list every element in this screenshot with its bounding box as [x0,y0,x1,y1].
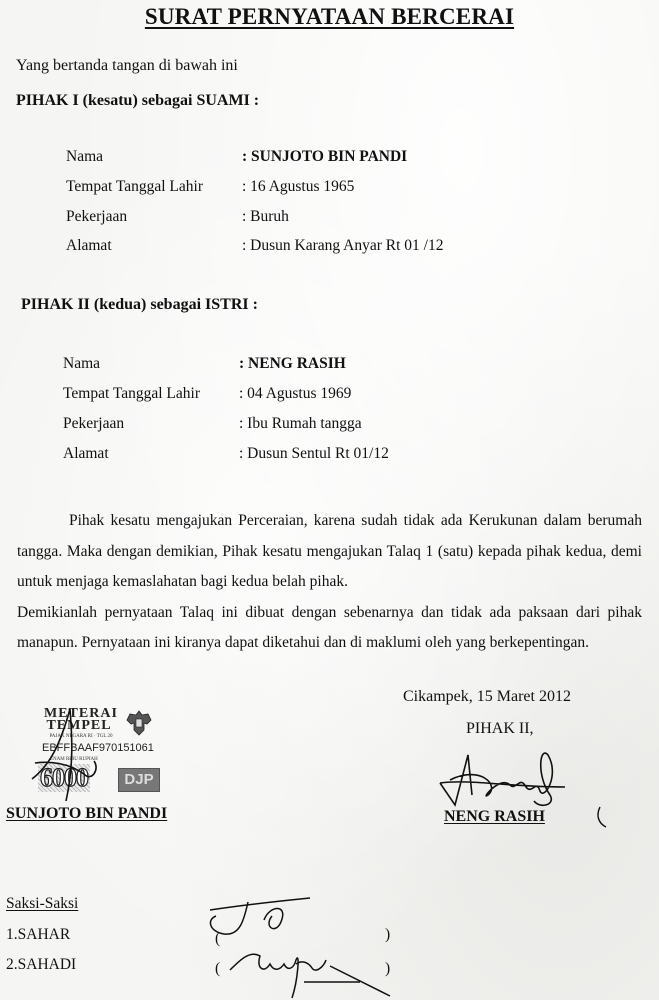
field-value: : 16 Agustus 1965 [242,178,355,195]
field-value: : Dusun Sentul Rt 01/12 [239,445,389,462]
stamp-value: 6000 [40,763,88,792]
witness-bracket-close: ) [385,960,391,977]
statement-body [17,506,642,659]
field-value: : Buruh [242,208,289,225]
party-two-sign-label: PIHAK II, [466,720,534,737]
witness-signatures-icon [200,890,420,1000]
field-value: : 04 Agustus 1969 [239,385,352,402]
field-label: Tempat Tanggal Lahir [63,385,200,402]
field-label: Pekerjaan [66,208,128,225]
witness-bracket-open: ( [215,960,221,977]
witness-name: 2.SAHADI [6,956,77,973]
witness-bracket-open: ( [215,930,221,947]
signature-party-one-icon [30,705,120,805]
stamp-small-text-2: ENAM RIBU RUPIAH [50,757,98,762]
garuda-emblem-icon [126,708,152,738]
witness-bracket-close: ) [385,926,391,943]
field-value: : Dusun Karang Anyar Rt 01 /12 [242,237,444,254]
stamp-small-text: PAJAK NEGARA RI · TGL 20 [49,734,113,739]
place-date: Cikampek, 15 Maret 2012 [403,688,571,705]
intro-text: Yang bertanda tangan di bawah ini [16,57,238,74]
field-label: Tempat Tanggal Lahir [66,178,203,195]
field-value: : NENG RASIH [239,355,346,372]
stamp-serial: EBFFBAAF970151061 [42,742,154,754]
stamp-title: METERAI TEMPEL [44,706,118,733]
witness-name: 1.SAHAR [6,926,71,943]
field-value: : Ibu Rumah tangga [239,415,362,432]
field-label: Pekerjaan [63,415,125,432]
party-one-heading: PIHAK I (kesatu) sebagai SUAMI : [16,92,260,109]
stamp-badge: DJP [118,768,160,792]
statement-paragraph-1: Pihak kesatu mengajukan Perceraian, karena sudah tidak ada Kerukunan dalam berumah tangga. Maka dengan demikian, Pihak kesatu mengajukan Talaq 1 (satu) kepada pihak kedua, demi untuk menjaga kemaslahatan bagi kedua belah pihak. [17,512,642,590]
witnesses-heading: Saksi-Saksi [6,895,79,912]
statement-paragraph-2: Demikianlah pernyataan Talaq ini dibuat dengan sebenarnya dan tidak ada paksaan dari pihak manapun. Pernyataan ini kiranya dapat diketahui dan di maklumi oleh yang berkepentingan. [17,603,642,651]
document-title: SURAT PERNYATAAN BERCERAI [144,4,515,29]
field-label: Alamat [66,237,112,254]
field-label: Alamat [63,445,109,462]
field-label: Nama [66,148,104,165]
signatory-two-name: NENG RASIH [444,808,545,825]
field-label: Nama [63,355,101,372]
party-two-heading: PIHAK II (kedua) sebagai ISTRI : [21,296,258,313]
signatory-one-name: SUNJOTO BIN PANDI [6,805,168,822]
field-value: : SUNJOTO BIN PANDI [242,148,408,165]
